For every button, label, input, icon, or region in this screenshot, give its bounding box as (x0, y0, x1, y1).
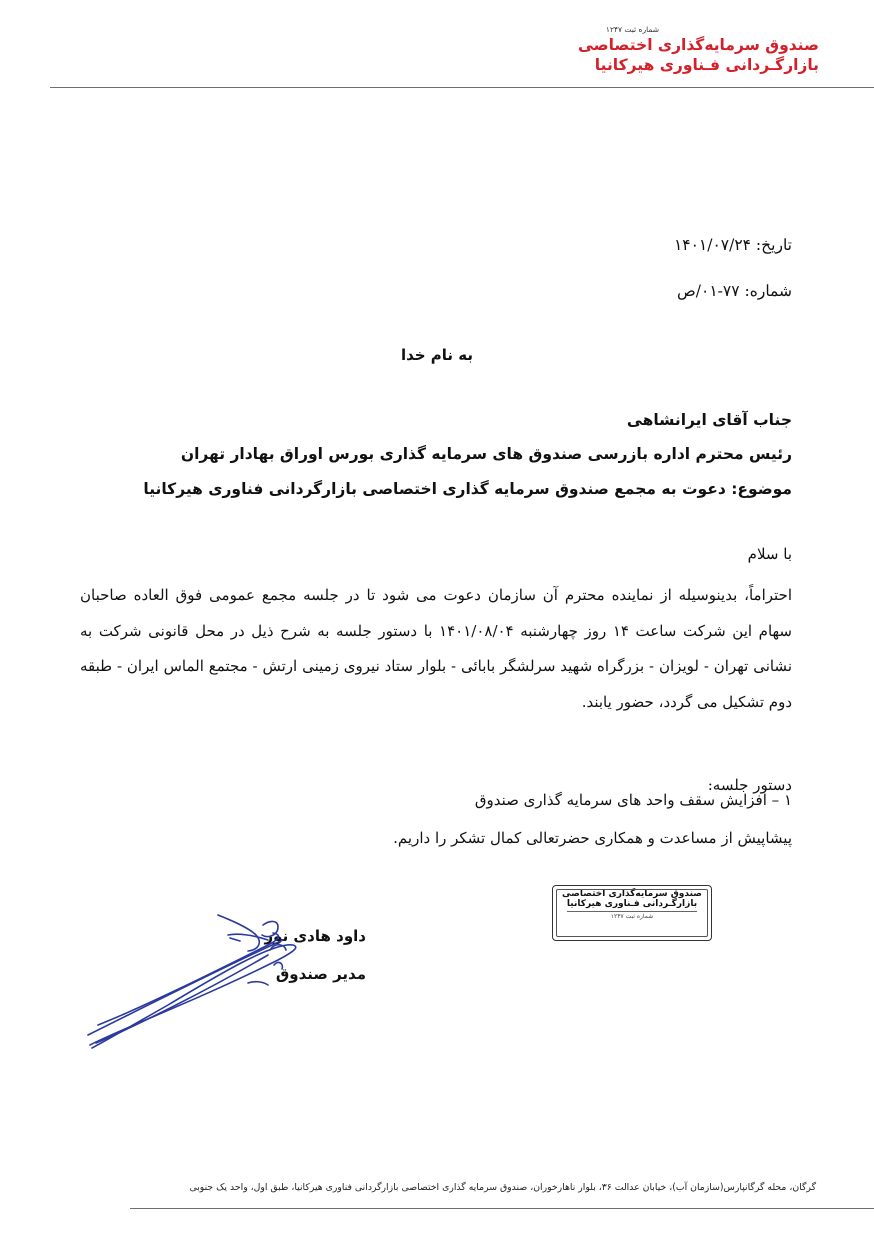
stamp-line3: شماره ثبت ۱۲۴۷ (567, 911, 697, 920)
letter-number: شماره: ۷۷-۰۱/ص (677, 282, 792, 300)
addressee-name: جناب آقای ایرانشاهی (626, 411, 792, 429)
stamp-line2: بازارگـردانی فـناوری هیرکانیا (566, 899, 698, 909)
signatory-name: داود هادی نور (264, 927, 366, 945)
company-stamp (552, 885, 712, 941)
header-registration: شماره ثبت ۱۲۴۷ (605, 25, 659, 34)
stamp-line1: صندوق سرمایه‌گذاری اختصاصی (562, 889, 702, 899)
body-paragraph: احتراماً، بدینوسیله از نماینده محترم آن سازمان دعوت می شود تا در جلسه مجمع عمومی فوق العاده صاحبان سهام این شرکت ساعت ۱۴ روز چهارشنبه ۱۴۰۱/۰۸/۰۴ با دستور جلسه به شرح ذیل در محل قانونی شرکت به نشانی تهران - لویزان - بزرگراه شهید سرلشگر بابائی - بلوار ستاد نیروی زمینی ارتش - مجتمع الماس ایران - طبقه دوم تشکیل می گردد، حضور یابند. (80, 586, 792, 711)
addressee-title: رئیس محترم اداره بازرسی صندوق های سرمایه گذاری بورس اوراق بهادار تهران (180, 445, 792, 463)
bismillah-heading: به نام خدا (400, 346, 474, 364)
handwritten-signature (78, 905, 338, 1055)
greeting: با سلام (747, 545, 792, 563)
footer-address: گرگان، محله گرگانپارس(سازمان آب)، خیابان عدالت ۳۶، بلوار ناهارخوران، صندوق سرمایه گذاری اختصاصی بازارگردانی فناوری هیرکانیا، طبق اول، واحد یک جنوبی (189, 1182, 816, 1193)
footer-divider (130, 1208, 874, 1209)
closing-sentence: پیشاپیش از مساعدت و همکاری حضرتعالی کمال تشکر را داریم. (393, 829, 792, 847)
letter-date: تاریخ: ۱۴۰۱/۰۷/۲۴ (673, 236, 792, 254)
signatory-title: مدیر صندوق (275, 965, 366, 983)
letter-subject: موضوع: دعوت به مجمع صندوق سرمایه گذاری اختصاصی بازارگردانی فناوری هیرکانیا (143, 480, 792, 498)
agenda-heading: دستور جلسه: (707, 776, 792, 794)
agenda-item: ۱ – افزایش سقف واحد های سرمایه گذاری صندوق (474, 791, 792, 809)
stamp-inner-border (556, 889, 708, 937)
header-fund-name-line2: بازارگـردانی فـناوری هیرکانیا (594, 56, 819, 74)
header-divider (50, 87, 874, 88)
header-fund-name-line1: صندوق سرمایه‌گذاری اختصاصی (577, 36, 819, 54)
